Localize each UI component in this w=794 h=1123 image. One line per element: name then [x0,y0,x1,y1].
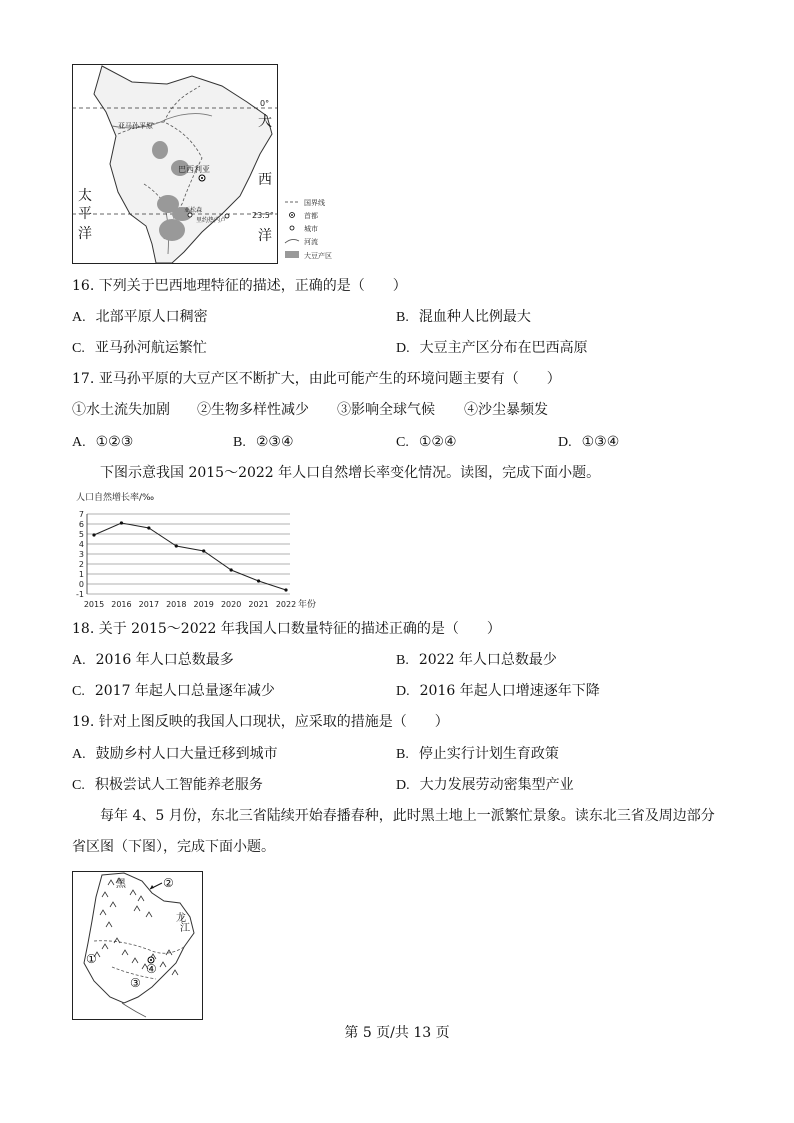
data-point [202,549,205,552]
q17-option-c[interactable]: C. ①②④ [396,434,457,450]
svg-text:首都: 首都 [304,212,318,220]
svg-text:河流: 河流 [304,238,318,246]
ocean-pacific: 太 [78,188,92,204]
amazon-label: 亚马孙平原 [118,122,153,130]
y-tick-label: 4 [78,540,84,549]
q17-option-a[interactable]: A. ①②③ [72,434,134,450]
y-tick-label: 5 [78,530,84,539]
data-point [147,526,150,529]
chart-intro: 下图示意我国 2015～2022 年人口自然增长率变化情况。读图，完成下面小题。 [100,465,601,481]
y-tick-label: 6 [78,520,84,529]
q16-option-c[interactable]: C. 亚马孙河航运繁忙 [72,340,207,356]
q16-option-a[interactable]: A. 北部平原人口稠密 [72,309,208,325]
ocean-atlantic: 西 [258,172,272,188]
y-tick-label: 3 [78,550,84,559]
map-legend [285,198,332,260]
q18-option-a[interactable]: A. 2016 年人口总数最多 [72,652,234,668]
data-point [257,579,260,582]
ocean-pacific: 平 [78,206,92,222]
label-3: ③ [130,976,141,990]
x-tick-label: 2016 [111,600,132,609]
svg-text:城市: 城市 [304,225,318,233]
q17-option-d[interactable]: D. ①③④ [558,434,620,450]
q18-option-c[interactable]: C. 2017 年起人口总量逐年减少 [72,683,275,699]
y-tick-label: 0 [78,580,84,589]
q18-option-b[interactable]: B. 2022 年人口总数最少 [396,652,557,668]
x-tick-label: 2018 [166,600,187,609]
label-2: ② [163,876,174,890]
q17-item-2: ②生物多样性减少 [197,402,309,418]
y-tick-label: 1 [78,570,84,579]
page-footer: 第 5 页/共 13 页 [344,1025,450,1041]
chart-ylabel: 人口自然增长率/‰ [76,493,155,503]
q18-option-d[interactable]: D. 2016 年起人口增速逐年下降 [396,683,600,699]
data-point [175,544,178,547]
x-tick-label: 2022 [275,600,297,609]
label-1: ① [86,952,97,966]
brasilia-label: 巴西利亚 [178,165,210,174]
map2-intro-line2: 省区图（下图），完成下面小题。 [72,839,275,855]
q19-option-c[interactable]: C. 积极尝试人工智能养老服务 [72,777,263,793]
map2-intro-line1: 每年 4、5 月份，东北三省陆续开始春播春种，此时黑土地上一派繁忙景象。读东北三省及周边部分 [100,808,715,824]
svg-text:大豆产区: 大豆产区 [304,252,332,260]
chart-xlabel: 年份 [298,600,317,610]
data-point [92,533,95,536]
q17-option-b[interactable]: B. ②③④ [233,434,294,450]
q19-option-b[interactable]: B. 停止实行计划生育政策 [396,746,559,762]
q17-item-1: ①水土流失加剧 [72,402,170,418]
x-tick-label: 2015 [83,600,105,609]
brazil-map [72,64,347,264]
northeast-china-map [72,871,203,1020]
question-16-stem: 16. 下列关于巴西地理特征的描述，正确的是（ ） [72,278,407,294]
question-18-stem: 18. 关于 2015～2022 年我国人口数量特征的描述正确的是（ ） [72,621,501,637]
svg-text:国界线: 国界线 [304,199,325,207]
label-long: 龙 [176,913,186,924]
data-point [120,521,123,524]
q17-item-4: ④沙尘暴频发 [464,402,548,418]
q19-option-d[interactable]: D. 大力发展劳动密集型产业 [396,777,574,793]
q19-option-a[interactable]: A. 鼓励乡村人口大量迁移到城市 [72,746,278,762]
x-tick-label: 2017 [138,600,160,609]
q17-item-3: ③影响全球气候 [337,402,435,418]
ocean-atlantic: 大 [258,114,272,130]
q16-option-b[interactable]: B. 混血种人比例最大 [396,309,531,325]
asuncion-label: 亚松森 [184,207,203,214]
y-tick-label: 2 [78,560,84,569]
q16-option-d[interactable]: D. 大豆主产区分布在巴西高原 [396,340,588,356]
data-point [284,588,287,591]
rio-label: 里约热内卢 [196,217,227,224]
population-growth-chart [72,490,322,612]
label-hei: 黑 [116,879,126,890]
series-line [94,523,286,590]
x-tick-label: 2020 [220,600,242,609]
x-tick-label: 2021 [248,600,269,609]
label-4: ④ [146,962,157,976]
data-point [230,568,233,571]
x-tick-label: 2019 [193,600,214,609]
ocean-pacific: 洋 [78,226,92,242]
question-19-stem: 19. 针对上图反映的我国人口现状，应采取的措施是（ ） [72,714,449,730]
question-17-stem: 17. 亚马孙平原的大豆产区不断扩大，由此可能产生的环境问题主要有（ ） [72,371,561,387]
ocean-atlantic: 洋 [258,228,272,244]
y-tick-label: -1 [76,590,84,599]
y-tick-label: 7 [78,510,84,519]
tropic-label: 23.5° [252,211,274,220]
equator-label: 0° [260,99,270,108]
label-jiang: 江 [180,923,190,934]
